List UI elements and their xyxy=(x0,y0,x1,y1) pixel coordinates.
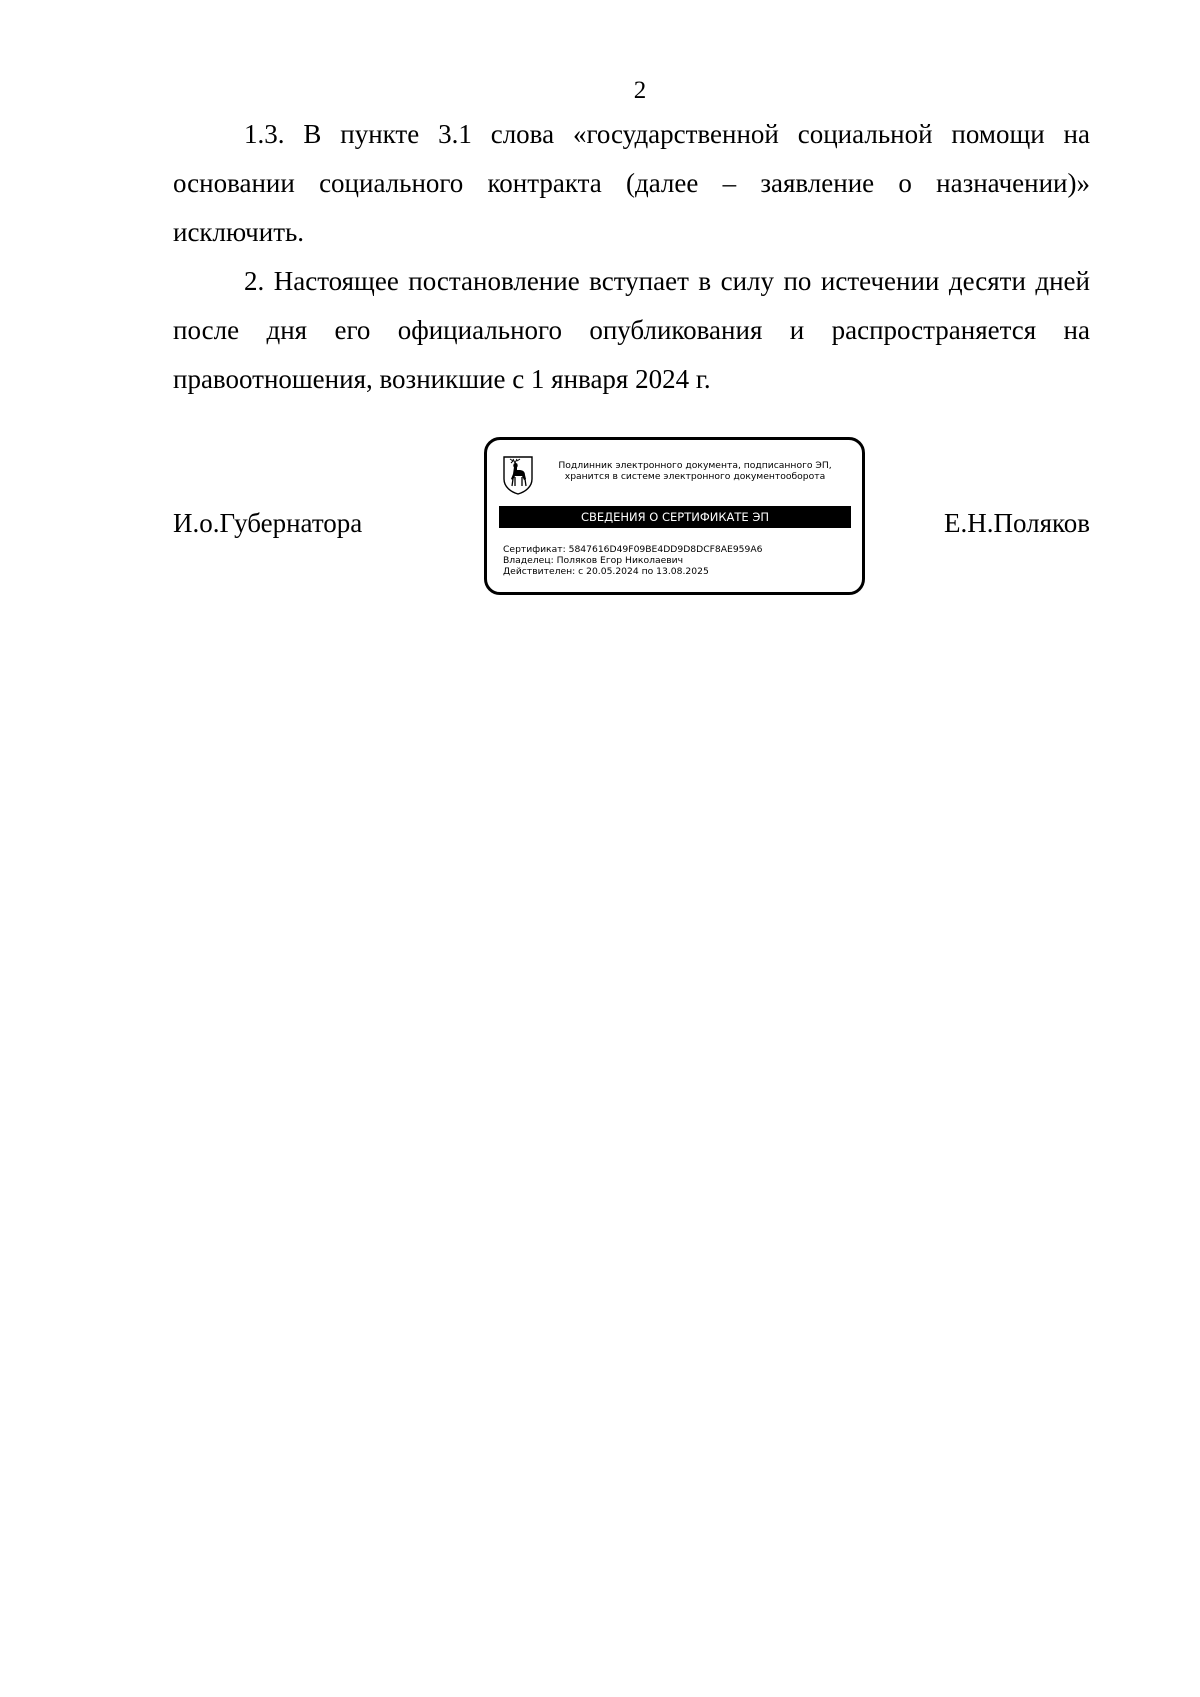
stamp-header-line: Подлинник электронного документа, подписанного ЭП, xyxy=(558,460,832,471)
stamp-header-line: хранится в системе электронного документооборота xyxy=(564,471,826,482)
certificate-number: Сертификат: 5847616D49F09BE4DD9D8DCF8AE959A6 xyxy=(503,544,763,555)
signer-position: И.о.Губернатора xyxy=(173,508,363,538)
signer-name: Е.Н.Поляков xyxy=(943,508,1090,538)
stamp-header xyxy=(537,460,853,482)
stamp-certificate-band: СВЕДЕНИЯ О СЕРТИФИКАТЕ ЭП xyxy=(499,506,851,528)
certificate-owner: Владелец: Поляков Егор Николаевич xyxy=(503,555,684,566)
deer-coat-of-arms-icon xyxy=(502,455,534,495)
paragraph-effective-date: 2. Настоящее постановление вступает в силу по истечении десяти дней после дня его официального опубликования и распространяется на правоотношения, возникшие с 1 января 2024 г. xyxy=(173,266,1090,394)
certificate-validity: Действителен: с 20.05.2024 по 13.08.2025 xyxy=(503,566,709,577)
document-body xyxy=(173,110,1090,404)
paragraph-amendment: 1.3. В пункте 3.1 слова «государственной социальной помощи на основании социального контракта (далее – заявление о назначении)» исключить. xyxy=(173,119,1090,247)
electronic-signature-stamp xyxy=(484,437,865,595)
stamp-certificate-details xyxy=(503,544,853,577)
page-number: 2 xyxy=(633,77,647,104)
